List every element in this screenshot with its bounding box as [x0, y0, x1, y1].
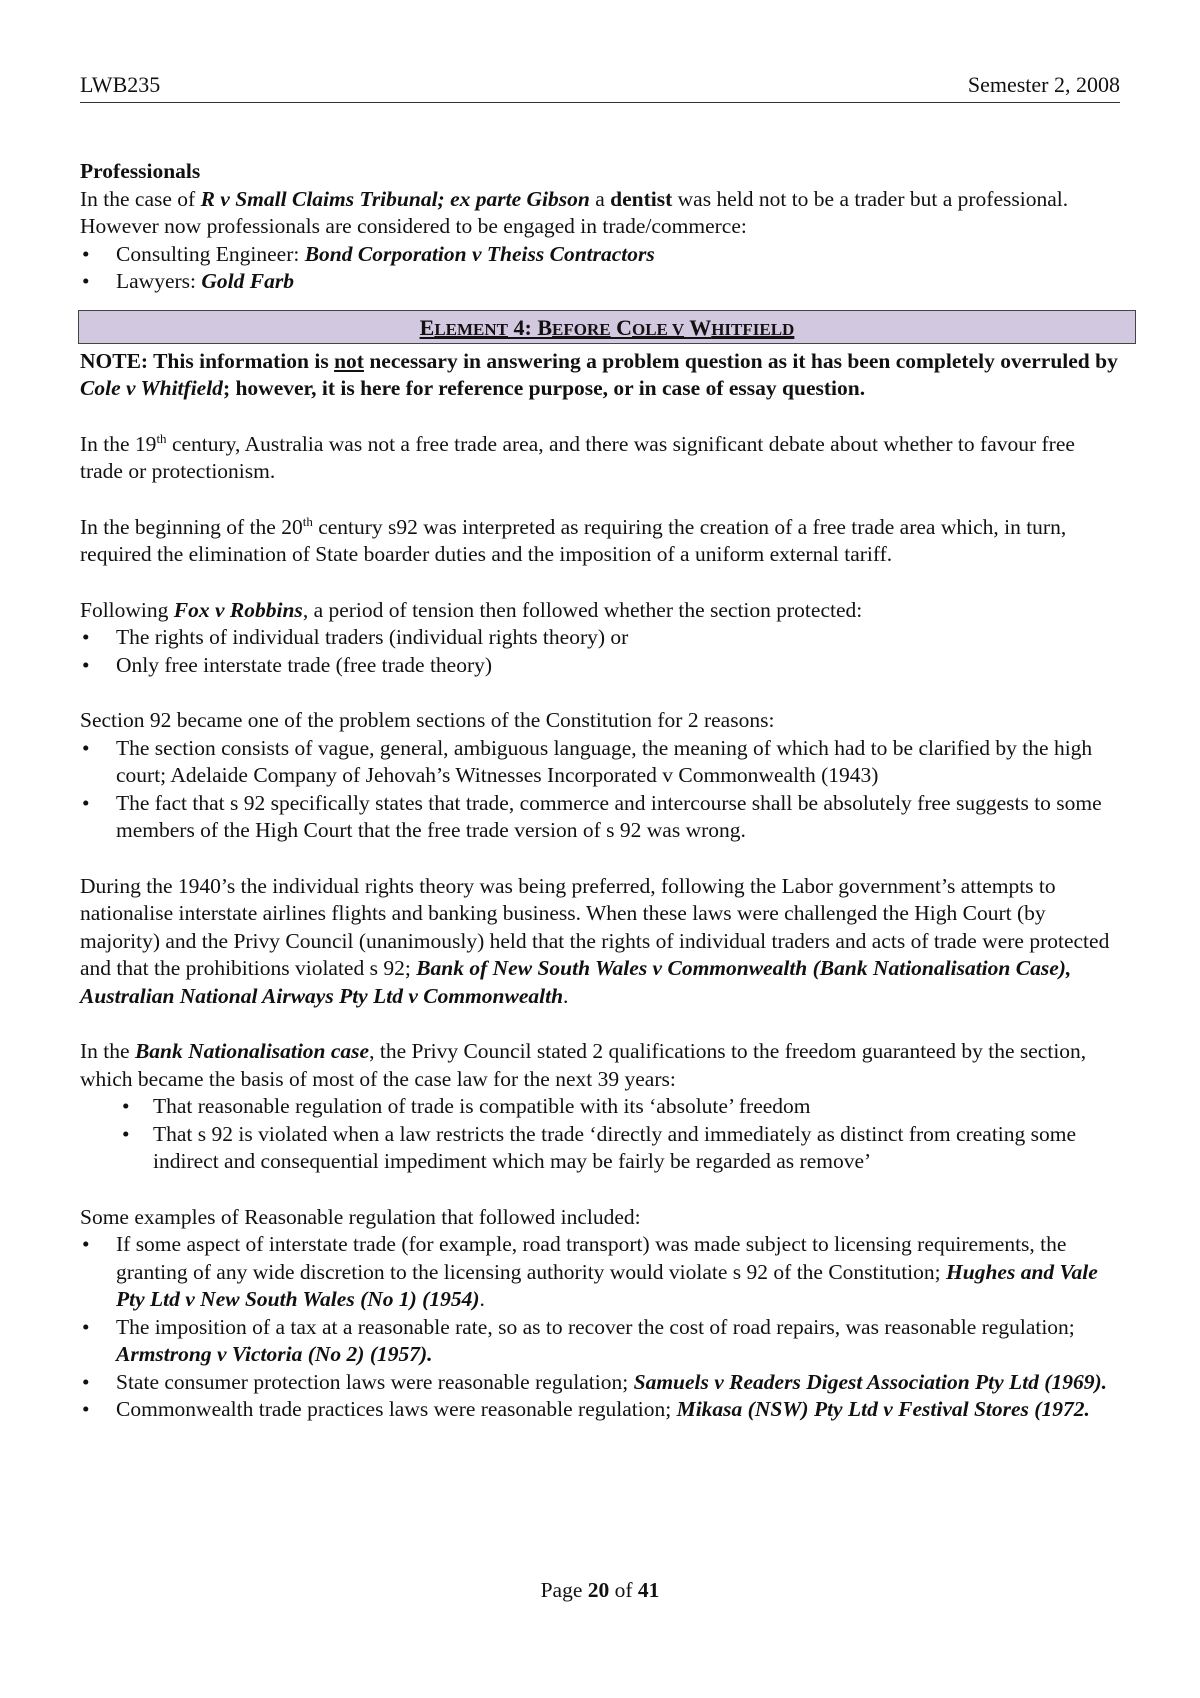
emphasis-text: not [334, 348, 364, 373]
text-run: , the Privy Council stated 2 qualifications to the freedom guaranteed by the section, which became the basis of most of the case law for the next 39 years: [80, 1039, 1087, 1091]
text-run: . [479, 1287, 485, 1311]
title-run: EFORE [552, 319, 611, 339]
list-item [80, 1369, 1120, 1397]
list-item: • That reasonable regulation of trade is compatible with its ‘absolute’ freedom [80, 1093, 1120, 1121]
semester-label: Semester 2, 2008 [967, 72, 1120, 97]
text-run: In the case of [80, 186, 201, 211]
title-run: 4: B [508, 314, 553, 340]
forties-paragraph [80, 873, 1120, 1011]
section-92-intro: Section 92 became one of the problem sections of the Constitution for 2 reasons: [80, 708, 775, 732]
text-run: State consumer protection laws were reasonable regulation; [116, 1369, 634, 1394]
professionals-list [80, 241, 1120, 296]
list-item: • That s 92 is violated when a law restricts the trade ‘directly and immediately as distinct from creating some indirect and consequential impediment which may be fairly be regarded as remove’ [80, 1121, 1120, 1176]
text-run: In the [80, 1039, 135, 1063]
course-code: LWB235 [80, 72, 161, 97]
note-paragraph [80, 348, 1120, 403]
text-run: , a period of tension then followed whether the section protected: [302, 597, 863, 622]
page-footer [0, 1578, 1200, 1603]
professionals-paragraph [80, 186, 1120, 241]
text-run: Consulting Engineer: [116, 241, 305, 266]
text-run: Commonwealth trade practices laws were reasonable regulation; [116, 1397, 677, 1421]
case-name: Gold Farb [201, 269, 294, 293]
title-run: W [684, 314, 712, 340]
text-run: century s92 was interpreted as requiring the creation of a free trade area which, in turn, required the elimination of State boarder duties and the imposition of a uniform external tariff. [80, 514, 1067, 566]
professionals-heading: Professionals [80, 159, 201, 183]
text-run: necessary in answering a problem question as it has been completely overruled by [363, 348, 1118, 373]
emphasis-text: dentist [610, 186, 673, 211]
fox-list [80, 624, 1120, 679]
text-run: In the beginning of the 20 [80, 514, 303, 539]
case-name: Bank of New South Wales v Commonwealth (Bank Nationalisation Case), Australian National Airways Pty Ltd v Commonwealth [80, 956, 1072, 1008]
page-total: 41 [637, 1578, 660, 1602]
text-run: century, Australia was not a free trade area, and there was significant debate about whether to favour free trade or protectionism. [80, 431, 1075, 483]
list-item: • The section consists of vague, general, ambiguous language, the meaning of which had to be clarified by the high court; Adelaide Company of Jehovah’s Witnesses Incorporated v Commonwealth (1943) [80, 735, 1120, 790]
text-run: a [589, 186, 611, 211]
list-item [80, 241, 1120, 269]
title-run: LEMENT [434, 319, 509, 339]
title-run: E [419, 314, 435, 340]
case-name: Mikasa (NSW) Pty Ltd v Festival Stores (1972. [676, 1397, 1090, 1421]
superscript: th [302, 513, 313, 529]
text-run: ; however, it is here for reference purpose, or in case of essay question. [222, 376, 866, 400]
text-run: Lawyers: [116, 269, 202, 293]
bank-list [80, 1093, 1120, 1176]
list-item: • Only free interstate trade (free trade theory) [80, 652, 1120, 680]
list-item [80, 1314, 1120, 1369]
list-item: • The fact that s 92 specifically states that trade, commerce and intercourse shall be absolutely free suggests to some members of the High Court that the free trade version of s 92 was wrong. [80, 790, 1120, 845]
text-run: In the 19 [80, 431, 157, 456]
text-run: Page [540, 1578, 588, 1602]
case-name: Samuels v Readers Digest Association Pty Ltd (1969). [633, 1369, 1107, 1394]
text-run: of [609, 1578, 638, 1602]
page-number: 20 [587, 1578, 610, 1602]
list-item [80, 1231, 1120, 1314]
fox-paragraph [80, 597, 1120, 625]
section-92-list [80, 735, 1120, 845]
list-item [80, 268, 1120, 296]
list-item: • The rights of individual traders (individual rights theory) or [80, 624, 1120, 652]
case-name: Hughes and Vale Pty Ltd v New South Wales (No 1) (1954) [116, 1259, 1098, 1311]
case-name: Armstrong v Victoria (No 2) (1957). [116, 1342, 433, 1366]
title-run: OLE V [631, 319, 685, 339]
text-run: The imposition of a tax at a reasonable rate, so as to recover the cost of road repairs, was reasonable regulation; [116, 1314, 1075, 1339]
text-run: During the 1940’s the individual rights theory was being preferred, following the Labor government’s attempts to nationalise interstate airlines flights and banking business. When these laws were challenged the High Court (by majority) and the Privy Council (unanimously) held that the rights of individual traders and acts of trade were protected and that the prohibitions violated s 92; [80, 873, 1110, 980]
text-run: Following [80, 597, 174, 622]
case-name: Bond Corporation v Theiss Contractors [304, 241, 655, 266]
element-4-title [420, 315, 795, 340]
element-4-banner [78, 310, 1136, 344]
bank-paragraph [80, 1038, 1120, 1093]
case-name: Cole v Whitfield [80, 376, 223, 400]
list-item [80, 1396, 1120, 1424]
text-run: If some aspect of interstate trade (for example, road transport) was made subject to licensing requirements, the granting of any wide discretion to the licensing authority would violate s 92 of the Constitution; [116, 1232, 1067, 1284]
case-name: Fox v Robbins [173, 597, 303, 622]
case-name: Bank Nationalisation case [134, 1039, 370, 1063]
superscript: th [156, 430, 167, 446]
twentieth-century-paragraph [80, 514, 1120, 569]
page-header [80, 70, 1120, 103]
nineteenth-century-paragraph [80, 431, 1120, 486]
title-run: C [610, 314, 632, 340]
title-run: HITFIELD [711, 319, 795, 339]
examples-list [80, 1231, 1120, 1424]
text-run: . [563, 983, 569, 1008]
text-run: was held not to be a trader but a professional. However now professionals are considered to be engaged in trade/commerce: [80, 186, 1069, 238]
case-name: R v Small Claims Tribunal; ex parte Gibson [200, 186, 590, 211]
page-content [80, 158, 1120, 1424]
text-run: NOTE: This information is [80, 348, 335, 373]
examples-intro: Some examples of Reasonable regulation that followed included: [80, 1204, 641, 1229]
